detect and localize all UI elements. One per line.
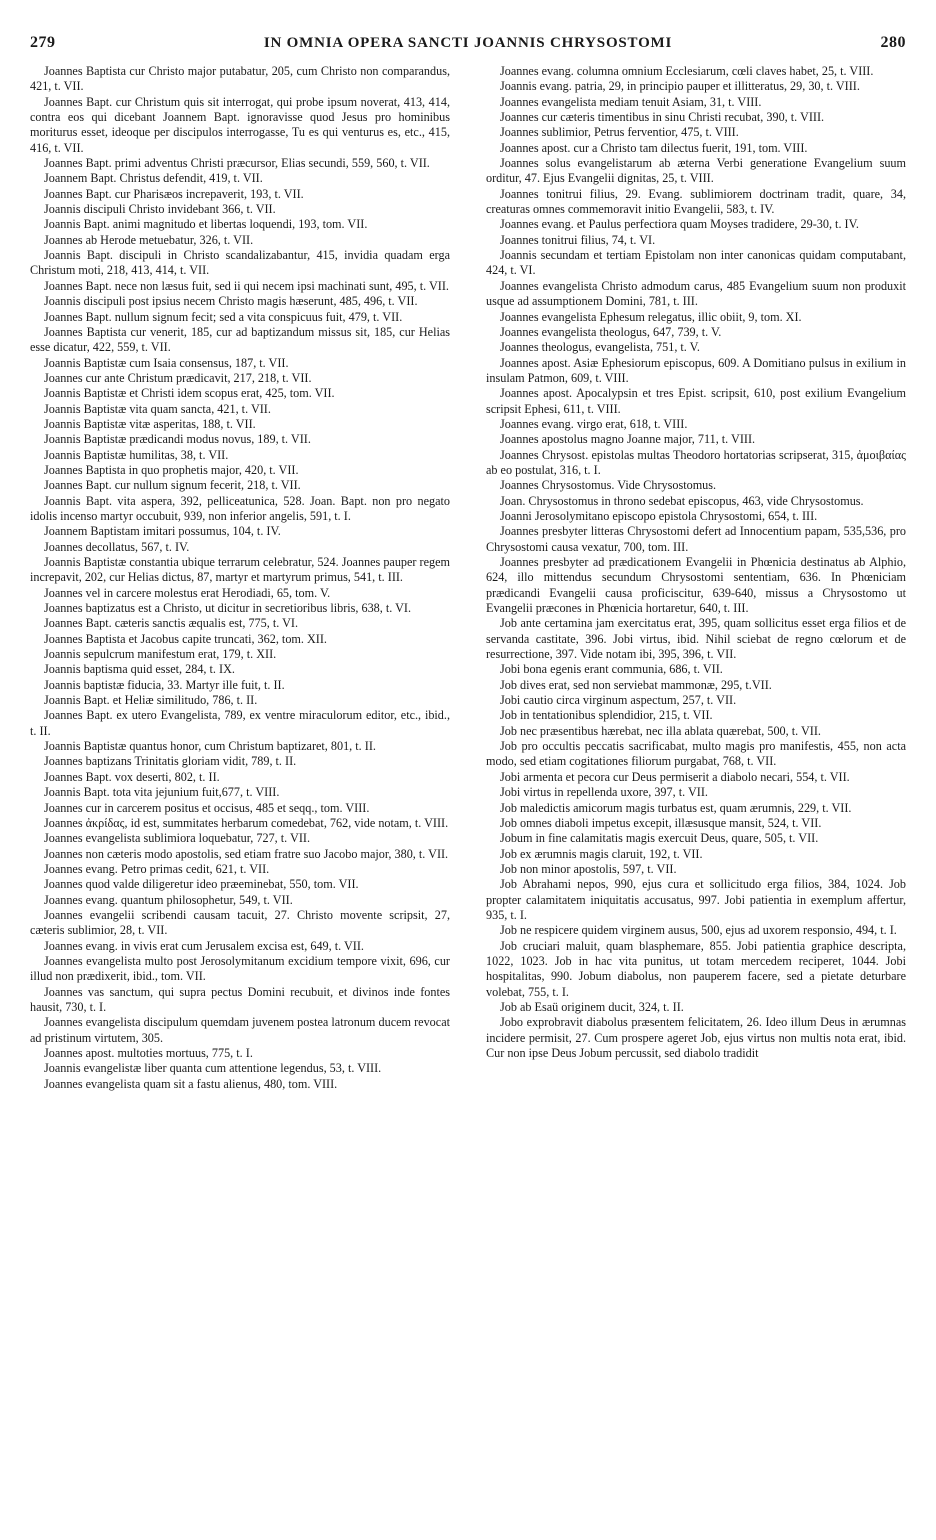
index-entry: Job non minor apostolis, 597, t. VII.	[500, 861, 677, 876]
index-entry: Joannes evang. et Paulus perfectiora quam Moyses tradidere, 29-30, t. IV.	[500, 217, 859, 232]
index-entry: Joannes tonitrui filius, 29. Evang. sublimiorem doctrinam tradit, quare, 34, creaturas omnes commemoravit initio Evangelii, 583, t. IV.	[486, 186, 906, 217]
index-entry: Joannes apost. Asiæ Ephesiorum episcopus, 609. A Domitiano pulsus in exilium in insulam Patmon, 609, t. VIII.	[486, 355, 906, 385]
index-entry: Joannes cur cæteris timentibus in sinu Christi recubat, 390, t. VIII.	[500, 110, 825, 125]
index-entry: Job dives erat, sed non serviebat mammonæ, 295, t.VII.	[500, 677, 772, 692]
index-entry: Joannis baptistæ fiducia, 33. Martyr ille fuit, t. II.	[44, 677, 285, 692]
index-entry: Joannes evang. quantum philosophetur, 549, t. VII.	[44, 892, 293, 907]
index-entry: Joannes evangelii scribendi causam tacuit, 27. Christo movente scripsit, 27, cæteris sublimior, 28, t. VII.	[30, 907, 450, 938]
index-entry: Joanni Jerosolymitano episcopo epistola Chrysostomi, 654, t. III.	[500, 508, 818, 523]
index-entry: Joannes evang. columna omnium Ecclesiarum, cœli claves habet, 25, t. VIII.	[500, 64, 874, 78]
index-entry: Job ex ærumnis magis claruit, 192, t. VII.	[500, 846, 703, 861]
index-entry: Joannes presbyter ad prædicationem Evangelii in Phœnicia destinatus ab Alphio, 624, illo mittendus secundum Chrysostomi sententiam, 636. In Phœniciam prædicandi Evangelii causa proficiscitur, 639-640, missus a Chrysostomo ut Evangelii præcones in Phœnicia hortaretur, 640, t. III.	[486, 555, 906, 616]
index-entry: Job omnes diaboli impetus excepit, illæsusque mansit, 524, t. VII.	[500, 815, 822, 830]
index-entry: Joannem Baptistam imitari possumus, 104, t. IV.	[44, 524, 281, 539]
index-entry: Joannis discipuli post ipsius necem Christo magis hæserunt, 485, 496, t. VII.	[44, 294, 418, 309]
index-entry: Joannes sublimior, Petrus ferventior, 475, t. VIII.	[500, 125, 739, 140]
index-entry: Joannem Bapt. Christus defendit, 419, t. VII.	[44, 171, 263, 186]
index-columns	[30, 64, 906, 1092]
index-entry: Joannes evangelista Ephesum relegatus, illic obiit, 9, tom. XI.	[500, 309, 802, 324]
page-header	[30, 34, 906, 60]
index-entry: Joannes baptizans Trinitatis gloriam vidit, 789, t. II.	[44, 754, 297, 769]
index-entry: Joannis Baptistæ vita quam sancta, 421, t. VII.	[44, 401, 271, 416]
index-entry: Joannis Bapt. tota vita jejunium fuit,677, t. VIII.	[44, 785, 280, 800]
index-entry: Joannis Baptistæ quantus honor, cum Christum baptizaret, 801, t. II.	[44, 739, 376, 754]
index-entry: Joannes evangelista Christo admodum carus, 485 Evangelium suum non produxit usque ad assumptionem Domini, 781, t. III.	[486, 278, 906, 309]
index-entry: Job ante certamina jam exercitatus erat, 395, quam sollicitus esset erga filios et de servanda castitate, 396. Jobi virtus, ibid. Nihil sciebat de regno cœlorum et de resurrectione, 397. Vide notam ibi, 395, 396, t. VII.	[486, 616, 906, 662]
index-entry: Joannis evangelistæ liber quanta cum attentione legendus, 53, t. VIII.	[44, 1061, 382, 1076]
index-entry: Joannis baptisma quid esset, 284, t. IX.	[44, 662, 235, 677]
index-entry: Joannis Bapt. vita aspera, 392, pelliceatunica, 528. Joan. Bapt. non pro negato idolis incenso martyr occubuit, 939, non inferior angelis, 591, t. I.	[30, 493, 450, 523]
index-entry: Joannis Baptistæ prædicandi modus novus, 189, t. VII.	[44, 432, 311, 447]
index-entry: Joannes quod valde diligeretur ideo præeminebat, 550, tom. VII.	[44, 877, 359, 892]
index-entry: Joannes evang. Petro primas cedit, 621, t. VII.	[44, 861, 270, 876]
index-entry: Joannes Bapt. vox deserti, 802, t. II.	[44, 769, 220, 784]
index-entry: Joannes apost. cur a Christo tam dilectus fuerit, 191, tom. VIII.	[500, 140, 808, 155]
index-entry: Job in tentationibus splendidior, 215, t. VII.	[500, 708, 713, 723]
index-entry: Joannes Bapt. ex utero Evangelista, 789, ex ventre miraculorum editor, etc., ibid., t. II.	[30, 708, 450, 738]
index-entry: Joannis Bapt. et Heliæ similitudo, 786, t. II.	[44, 693, 258, 708]
index-entry: Joannes Bapt. cur nullum signum fecerit, 218, t. VII.	[44, 478, 301, 493]
left-page-number: 279	[30, 34, 56, 51]
index-entry: Joannis Baptistæ humilitas, 38, t. VII.	[44, 447, 229, 462]
running-title: IN OMNIA OPERA SANCTI JOANNIS CHRYSOSTOMI	[263, 35, 673, 51]
index-entry: Joannes evang. in vivis erat cum Jerusalem excisa est, 649, t. VII.	[44, 938, 364, 953]
index-entry: Joannes ἀκρίδας, id est, summitates herbarum comedebat, 762, vide notam, t. VIII.	[44, 815, 449, 830]
index-entry: Joannes Baptista et Jacobus capite truncati, 362, tom. XII.	[44, 631, 327, 646]
index-entry: Joannes tonitrui filius, 74, t. VI.	[500, 232, 656, 247]
index-entry: Joannes presbyter litteras Chrysostomi defert ad Innocentium papam, 535,536, pro Chrysostomi causa vexatur, 700, tom. III.	[486, 524, 906, 554]
index-entry: Joannes Bapt. nece non læsus fuit, sed ii qui necem ipsi machinati sunt, 495, t. VII.	[44, 278, 449, 293]
index-entry: Joannes non cæteris modo apostolis, sed etiam fratre suo Jacobo major, 380, t. VII.	[44, 846, 449, 861]
index-entry: Joannis sepulcrum manifestum erat, 179, t. XII.	[44, 647, 277, 662]
index-entry: Joannes Baptista in quo prophetis major, 420, t. VII.	[44, 462, 299, 477]
index-entry: Joannes Bapt. primi adventus Christi præcursor, Elias secundi, 559, 560, t. VII.	[44, 156, 430, 171]
index-entry: Joannes apost. multoties mortuus, 775, t. I.	[44, 1046, 253, 1060]
index-entry: Joan. Chrysostomus in throno sedebat episcopus, 463, vide Chrysostomus.	[500, 493, 864, 508]
index-entry: Joannes Bapt. cæteris sanctis æqualis est, 775, t. VI.	[44, 616, 298, 631]
index-entry: Joannes evang. virgo erat, 618, t. VIII.	[500, 416, 688, 431]
index-entry: Joannes apost. Apocalypsin et tres Epist. scripsit, 610, post exilium Evangelium scripsit Ephesi, 611, t. VIII.	[486, 386, 906, 416]
index-entry: Joannis Baptistæ cum Isaia consensus, 187, t. VII.	[44, 355, 289, 370]
index-entry: Joannis secundam et tertiam Epistolam non inter canonicas quidam computabant, 424, t. VI.	[486, 248, 906, 278]
index-entry: Joannes evangelista theologus, 647, 739, t. V.	[500, 324, 722, 339]
index-entry: Joannis Bapt. discipuli in Christo scandalizabantur, 415, invidia quadam erga Christum moti, 218, 413, 414, t. VII.	[30, 248, 450, 278]
index-entry: Job ne respicere quidem virginem ausus, 500, ejus ad uxorem responsio, 494, t. I.	[500, 923, 897, 938]
index-entry: Joannes vel in carcere molestus erat Herodiadi, 65, tom. V.	[44, 585, 331, 600]
index-entry: Joannes Bapt. nullum signum fecit; sed a vita conspicuus fuit, 479, t. VII.	[44, 309, 403, 324]
left-column	[30, 64, 450, 1092]
index-entry: Joannes Baptista cur venerit, 185, cur ad baptizandum missus sit, 185, cur Helias esse dicatur, 422, 559, t. VII.	[30, 324, 450, 355]
index-entry: Job ab Esaü originem ducit, 324, t. II.	[500, 999, 684, 1014]
index-entry: Joannes evangelista mediam tenuit Asiam, 31, t. VIII.	[500, 94, 762, 109]
index-entry: Jobum in fine calamitatis magis exercuit Deus, quare, 505, t. VII.	[500, 831, 819, 846]
index-entry: Job maledictis amicorum magis turbatus est, quam ærumnis, 229, t. VII.	[500, 800, 852, 815]
index-entry: Joannes Baptista cur Christo major putabatur, 205, cum Christo non comparandus, 421, t. VII.	[30, 64, 450, 94]
index-entry: Job Abrahami nepos, 990, ejus cura et sollicitudo erga filios, 384, 1024. Job propter calamitatem iniquitatis accusatus, 997. Jobi patientia in exemplum affertur, 935, t. I.	[486, 877, 906, 922]
index-entry: Joannes cur ante Christum prædicavit, 217, 218, t. VII.	[44, 370, 312, 385]
index-entry: Jobi bona egenis erant communia, 686, t. VII.	[500, 662, 723, 677]
index-entry: Joannes vas sanctum, qui supra pectus Domini recubuit, et divinos inde fontes hausit, 730, t. I.	[30, 984, 450, 1014]
index-entry: Job cruciari maluit, quam blasphemare, 855. Jobi patientia graphice descripta, 1022, 1023. Job in hac vita punitus, ut totam mercedem reciperet, 1044. Jobi hospitalitas, 990. Jobum diabolus, non pauperem facere, sed a pietate deturbare volebat, 755, t. I.	[486, 938, 906, 999]
index-entry: Joannes evangelista sublimiora loquebatur, 727, t. VII.	[44, 831, 310, 846]
index-entry: Joannis Baptistæ vitæ asperitas, 188, t. VII.	[44, 416, 256, 431]
index-entry: Joannes ab Herode metuebatur, 326, t. VII.	[44, 232, 254, 247]
index-entry: Joannis evang. patria, 29, in principio pauper et illitteratus, 29, 30, t. VIII.	[500, 79, 860, 94]
index-page	[30, 34, 906, 1524]
index-entry: Joannes solus evangelistarum ab æterna Verbi generatione Evangelium suum orditur, 47. Ejus Evangelii dignitas, 25, t. VIII.	[486, 156, 906, 186]
index-entry: Joannes theologus, evangelista, 751, t. V.	[500, 340, 700, 355]
index-entry: Joannis Baptistæ constantia ubique terrarum celebratur, 524. Joannes pauper regem increpavit, 202, cur Helias dictus, 87, martyr et martyrum primus, 541, t. III.	[30, 555, 450, 585]
index-entry: Job nec præsentibus hærebat, nec illa ablata quærebat, 500, t. VII.	[500, 723, 821, 738]
index-entry: Joannis Baptistæ et Christi idem scopus erat, 425, tom. VII.	[44, 386, 335, 401]
right-page-number: 280	[880, 34, 906, 51]
index-entry: Joannes evangelista quam sit a fastu alienus, 480, tom. VIII.	[44, 1076, 338, 1091]
index-entry: Joannes Chrysostomus. Vide Chrysostomus.	[500, 478, 717, 493]
index-entry: Joannis discipuli Christo invidebant 366, t. VII.	[44, 202, 276, 217]
index-entry: Joannes evangelista discipulum quemdam juvenem postea latronum ducem revocat ad pristinum virtutem, 305.	[30, 1015, 450, 1045]
index-entry: Joannes cur in carcerem positus et occisus, 485 et seqq., tom. VIII.	[44, 800, 370, 815]
index-entry: Jobi virtus in repellenda uxore, 397, t. VII.	[500, 785, 708, 800]
index-entry: Job pro occultis peccatis sacrificabat, multo magis pro manifestis, 455, non acta modo, sed etiam cogitationes filiorum purgabat, 768, t. VII.	[486, 739, 906, 769]
index-entry: Jobi cautio circa virginum aspectum, 257, t. VII.	[500, 693, 737, 708]
index-entry: Jobi armenta et pecora cur Deus permiserit a diabolo necari, 554, t. VII.	[500, 769, 850, 784]
index-entry: Joannes Bapt. cur Pharisæos increpaverit, 193, t. VII.	[44, 186, 304, 201]
index-entry: Joannes evangelista multo post Jerosolymitanum excidium tempore vixit, 696, cur illud non prædixerit, ibid., tom. VII.	[30, 953, 450, 984]
index-entry: Jobo exprobravit diabolus præsentem felicitatem, 26. Ideo illum Deus in ærumnas incidere permisit, 27. Cum prospere ageret Job, ejus virtus non multis nota erat, ibid. Cur non ipse Deus Jobum percussit, sed diabolo tradidit	[486, 1015, 906, 1060]
right-column	[486, 64, 906, 1092]
index-entry: Joannes decollatus, 567, t. IV.	[44, 539, 190, 554]
index-entry: Joannes baptizatus est a Christo, ut dicitur in secretioribus libris, 638, t. VI.	[44, 601, 412, 616]
index-entry: Joannis Bapt. animi magnitudo et libertas loquendi, 193, tom. VII.	[44, 217, 368, 232]
index-entry: Joannes Chrysost. epistolas multas Theodoro hortatorias scripserat, 315, ἀμοιβαίας ab eo postulat, 316, t. I.	[486, 447, 906, 477]
index-entry: Joannes Bapt. cur Christum quis sit interrogat, qui probe ipsum noverat, 413, 414, contra eos qui dicebant Joannem Bapt. ignoravisse quod Jesus pro hominibus moriturus esset, ideoque per discipulos interrogasse, Tu es qui venturus es, etc., 415, 416, t. VII.	[30, 94, 450, 155]
index-entry: Joannes apostolus magno Joanne major, 711, t. VIII.	[500, 432, 756, 447]
